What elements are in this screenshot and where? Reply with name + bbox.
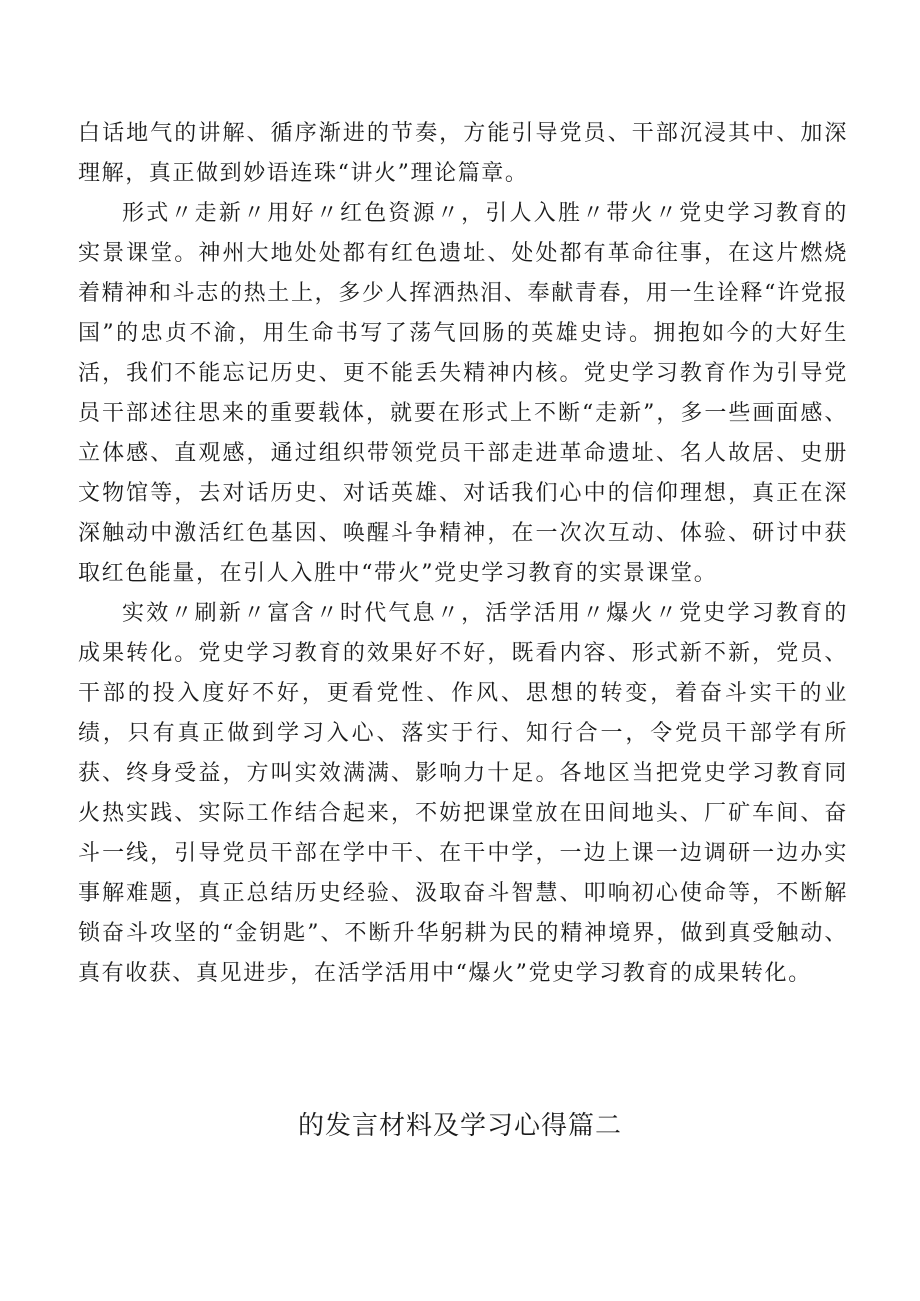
- paragraph-continued: 白话地气的讲解、循序渐进的节奏，方能引导党员、干部沉浸其中、加深理解，真正做到妙语连珠“讲火”理论篇章。: [78, 121, 848, 186]
- section-heading: 的发言材料及学习心得篇二: [297, 1111, 622, 1141]
- document-body: [78, 114, 848, 994]
- paragraph-form-section: 形式〃走新〃用好〃红色资源〃，引人入胜〃带火〃党史学习教育的实景课堂。神州大地处处都有红色遗址、处处都有革命往事，在这片燃烧着精神和斗志的热土上，多少人挥洒热泪、奉献青春，用一生诠释“许党报国”的忠贞不渝，用生命书写了荡气回肠的英雄史诗。拥抱如今的大好生活，我们不能忘记历史、更不能丢失精神内核。党史学习教育作为引导党员干部述往思来的重要载体，就要在形式上不断“走新”，多一些画面感、立体感、直观感，通过组织带领党员干部走进革命遗址、名人故居、史册文物馆等，去对话历史、对话英雄、对话我们心中的信仰理想，真正在深深触动中激活红色基因、唤醒斗争精神，在一次次互动、体验、研讨中获取红色能量，在引人入胜中“带火”党史学习教育的实景课堂。: [78, 201, 848, 586]
- paragraph-effect-section: 实效〃刷新〃富含〃时代气息〃，活学活用〃爆火〃党史学习教育的成果转化。党史学习教育的效果好不好，既看内容、形式新不新，党员、干部的投入度好不好，更看党性、作风、思想的转变，着奋斗实干的业绩，只有真正做到学习入心、落实于行、知行合一，令党员干部学有所获、终身受益，方叫实效满满、影响力十足。各地区当把党史学习教育同火热实践、实际工作结合起来，不妨把课堂放在田间地头、厂矿车间、奋斗一线，引导党员干部在学中干、在干中学，一边上课一边调研一边办实事解难题，真正总结历史经验、汲取奋斗智慧、叩响初心使命等，不断解锁奋斗攻坚的“金钥匙”、不断升华躬耕为民的精神境界，做到真受触动、真有收获、真见进步，在活学活用中“爆火”党史学习教育的成果转化。: [78, 601, 848, 986]
